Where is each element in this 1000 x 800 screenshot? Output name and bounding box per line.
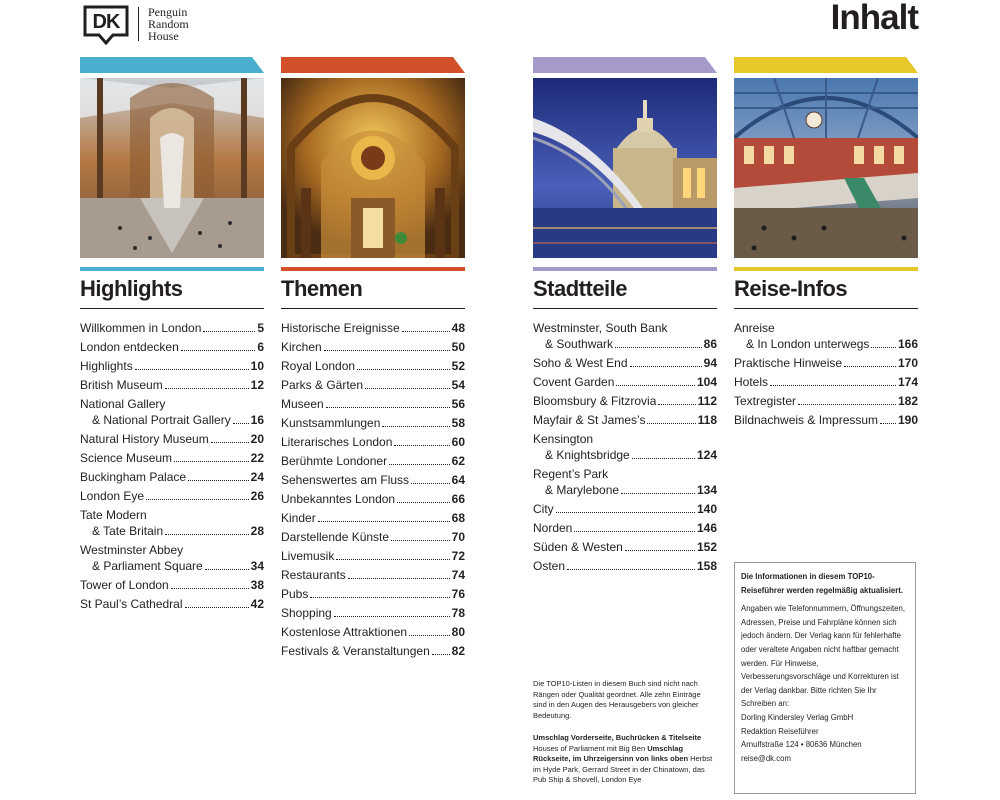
section-rule <box>281 267 465 271</box>
toc-entry[interactable]: London Eye 26 <box>80 489 264 503</box>
toc-entry[interactable]: Tower of London 38 <box>80 578 264 592</box>
toc-list-themen <box>281 320 465 659</box>
toc-entry[interactable]: Livemusik 72 <box>281 549 465 563</box>
toc-entry[interactable]: Sehenswertes am Fluss 64 <box>281 473 465 487</box>
toc-entry[interactable]: Willkommen in London 5 <box>80 321 264 335</box>
toc-entry[interactable]: Buckingham Palace 24 <box>80 470 264 484</box>
toc-entry[interactable]: Bildnachweis & Impressum 190 <box>734 413 918 427</box>
section-title-themen: Themen <box>281 276 363 301</box>
section-rule <box>533 267 717 271</box>
toc-entry[interactable]: National Gallery & National Portrait Gallery 16 <box>80 397 264 427</box>
st-pauls-night-photo <box>533 78 717 258</box>
section-title-highlights: Highlights <box>80 276 183 301</box>
toc-entry[interactable]: Natural History Museum 20 <box>80 432 264 446</box>
dk-logo-text: DK <box>92 11 120 33</box>
title-underline <box>80 308 264 309</box>
toc-entry[interactable]: Kirchen 50 <box>281 340 465 354</box>
toc-list-highlights <box>80 320 264 612</box>
toc-entry[interactable]: Highlights 10 <box>80 359 264 373</box>
section-color-tab <box>533 57 717 73</box>
toc-entry[interactable]: Praktische Hinweise 170 <box>734 356 918 370</box>
toc-entry[interactable]: Bloomsbury & Fitzrovia 112 <box>533 394 717 408</box>
toc-entry[interactable]: Süden & Westen 152 <box>533 540 717 554</box>
toc-entry[interactable]: Royal London 52 <box>281 359 465 373</box>
section-color-tab <box>80 57 264 73</box>
toc-entry[interactable]: Kensington & Knightsbridge 124 <box>533 432 717 462</box>
toc-entry[interactable]: Festivals & Veranstaltungen 82 <box>281 644 465 658</box>
toc-list-reise-infos <box>734 320 918 428</box>
toc-entry[interactable]: Parks & Gärten 54 <box>281 378 465 392</box>
page-title: Inhalt <box>830 0 918 37</box>
dk-logo-icon <box>83 5 129 45</box>
contact-email-link[interactable]: reise@dk.com <box>741 753 791 763</box>
section-color-tab <box>734 57 918 73</box>
toc-entry[interactable]: Hotels 174 <box>734 375 918 389</box>
toc-entry[interactable]: St Paul’s Cathedral 42 <box>80 597 264 611</box>
toc-entry[interactable]: Science Museum 22 <box>80 451 264 465</box>
ranking-disclaimer: Die TOP10-Listen in diesem Buch sind nicht nach Rängen oder Qualität geordnet. Alle zehn Einträge sind in den Augen des Herausgebers von gleicher Bedeutung. <box>533 679 701 720</box>
toc-entry[interactable]: British Museum 12 <box>80 378 264 392</box>
section-color-tab <box>281 57 465 73</box>
toc-list-stadtteile <box>533 320 717 574</box>
toc-entry[interactable]: Osten 158 <box>533 559 717 573</box>
update-info-box <box>734 562 916 794</box>
logo-divider <box>138 7 139 41</box>
penguin-random-house-text: Penguin Random House <box>148 5 189 43</box>
station-hall-photo <box>734 78 918 258</box>
section-highlights <box>80 57 264 615</box>
section-rule <box>80 267 264 271</box>
toc-entry[interactable]: Pubs 76 <box>281 587 465 601</box>
church-apse-photo <box>281 78 465 258</box>
toc-entry[interactable]: Unbekanntes London 66 <box>281 492 465 506</box>
toc-entry[interactable]: Mayfair & St James’s 118 <box>533 413 717 427</box>
toc-entry[interactable]: Shopping 78 <box>281 606 465 620</box>
section-title-stadtteile: Stadtteile <box>533 276 628 301</box>
toc-entry[interactable]: Kostenlose Attraktionen 80 <box>281 625 465 639</box>
info-box-heading: Die Informationen in diesem TOP10-Reiseführer werden regelmäßig aktualisiert. <box>741 572 904 595</box>
address-line: Arnulfstraße 124 • 80636 München <box>741 740 862 750</box>
toc-entry[interactable]: Covent Garden 104 <box>533 375 717 389</box>
toc-entry[interactable]: City 140 <box>533 502 717 516</box>
section-reise-infos <box>734 57 918 431</box>
toc-entry[interactable]: London entdecken 6 <box>80 340 264 354</box>
toc-entry[interactable]: Literarisches London 60 <box>281 435 465 449</box>
section-rule <box>734 267 918 271</box>
cover-credits: Umschlag Vorderseite, Buchrücken & Titelseite Houses of Parliament mit Big Ben Umschlag Rückseite, im Uhrzeigersinn von links oben Herbst im Hyde Park, Gerrard Street in der Chinatown, das Pub Ship & Shovell, London Eye <box>533 733 713 784</box>
toc-entry[interactable]: Kunstsammlungen 58 <box>281 416 465 430</box>
toc-entry[interactable]: Historische Ereignisse 48 <box>281 321 465 335</box>
section-stadtteile <box>533 57 717 577</box>
museum-hall-photo <box>80 78 264 258</box>
publisher-logo <box>83 5 189 45</box>
toc-entry[interactable]: Westminster, South Bank & Southwark 86 <box>533 321 717 351</box>
title-underline <box>734 308 918 309</box>
toc-entry[interactable]: Tate Modern & Tate Britain 28 <box>80 508 264 538</box>
toc-entry[interactable]: Museen 56 <box>281 397 465 411</box>
toc-entry[interactable]: Darstellende Künste 70 <box>281 530 465 544</box>
toc-entry[interactable]: Soho & West End 94 <box>533 356 717 370</box>
info-box-body: Angaben wie Telefonnummern, Öffnungszeiten, Adressen, Preise und Fahrpläne können sich jedoch ändern. Der Verlag kann für fehlerhafte oder veraltete Angaben nicht haftbar gemacht werden. Für Hinweise, Verbesserungsvorschläge und Korrekturen ist der Verlag dankbar. Bitte richten Sie Ihr Schreiben an: <box>741 604 905 709</box>
toc-entry[interactable]: Westminster Abbey & Parliament Square 34 <box>80 543 264 573</box>
address-line: Dorling Kindersley Verlag GmbH <box>741 712 854 722</box>
address-line: Redaktion Reiseführer <box>741 726 819 736</box>
toc-entry[interactable]: Restaurants 74 <box>281 568 465 582</box>
toc-entry[interactable]: Berühmte Londoner 62 <box>281 454 465 468</box>
section-title-reise-infos: Reise-Infos <box>734 276 848 301</box>
toc-entry[interactable]: Regent’s Park & Marylebone 134 <box>533 467 717 497</box>
toc-entry[interactable]: Kinder 68 <box>281 511 465 525</box>
toc-entry[interactable]: Textregister 182 <box>734 394 918 408</box>
title-underline <box>533 308 717 309</box>
toc-entry[interactable]: Norden 146 <box>533 521 717 535</box>
toc-entry[interactable]: Anreise & In London unterwegs 166 <box>734 321 918 351</box>
section-themen <box>281 57 465 662</box>
title-underline <box>281 308 465 309</box>
